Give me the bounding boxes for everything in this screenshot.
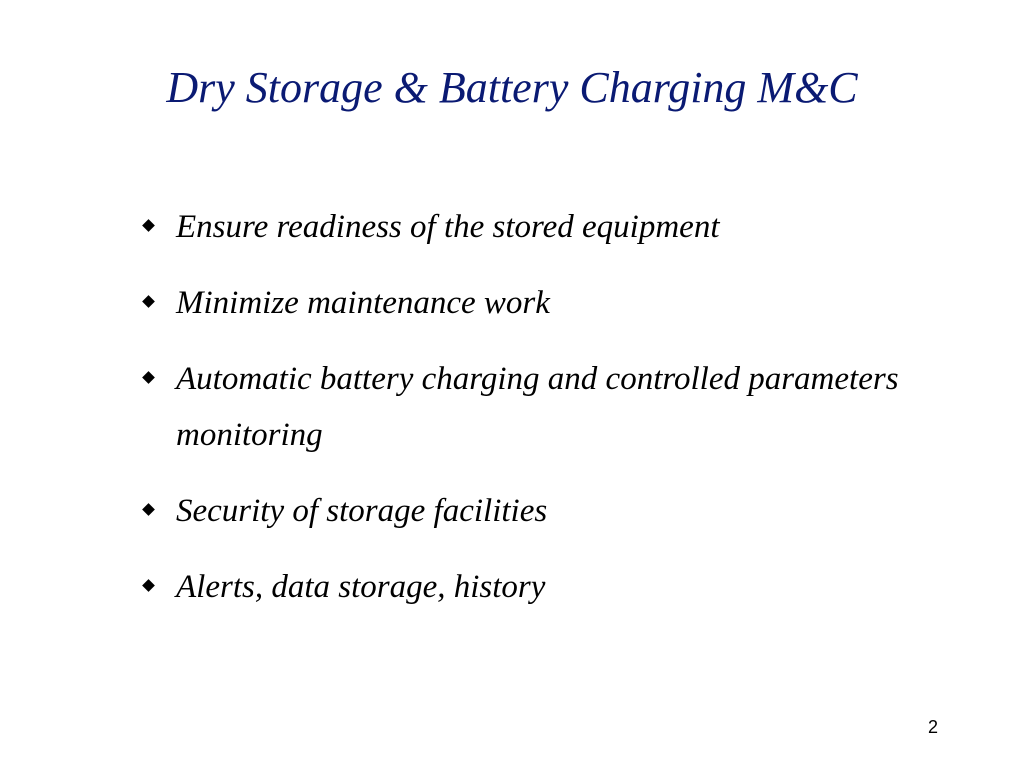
bullet-item [140,351,900,463]
bullet-list [140,199,900,635]
bullet-text: Alerts, data storage, history [176,569,546,605]
bullet-text: Security of storage facilities [176,493,548,529]
diamond-bullet-icon [142,295,155,308]
page-number: 2 [927,717,938,737]
bullet-text: Ensure readiness of the stored equipment [176,209,720,245]
bullet-item [140,275,900,331]
diamond-bullet-icon [142,219,155,232]
bullet-item [140,199,900,255]
diamond-bullet-icon [142,579,155,592]
bullet-text: Automatic battery charging and controlled parameters monitoring [176,361,899,453]
slide-title: Dry Storage & Battery Charging M&C [166,63,858,112]
bullet-text: Minimize maintenance work [176,285,550,321]
diamond-bullet-icon [142,371,155,384]
bullet-item [140,559,900,615]
diamond-bullet-icon [142,503,155,516]
bullet-item [140,483,900,539]
